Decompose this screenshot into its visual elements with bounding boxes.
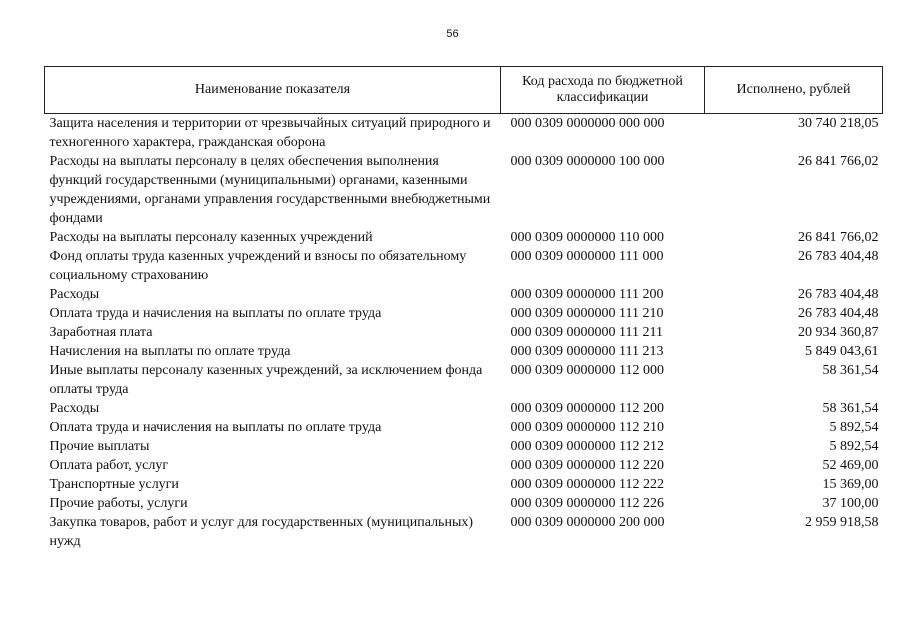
table-header-row [45, 67, 883, 114]
row-indicator-name: Расходы [49, 287, 100, 302]
table-row [45, 152, 883, 228]
row-expense-code: 000 0309 0000000 112 200 [510, 401, 664, 416]
row-expense-code: 000 0309 0000000 111 211 [510, 325, 663, 340]
row-executed-amount: 20 934 360,87 [798, 325, 879, 340]
row-executed-amount: 26 783 404,48 [798, 287, 879, 302]
row-executed-amount: 5 892,54 [829, 439, 879, 454]
table-row [45, 475, 883, 494]
row-expense-code: 000 0309 0000000 111 213 [510, 344, 664, 359]
table-row [45, 304, 883, 323]
row-expense-code: 000 0309 0000000 112 000 [510, 363, 664, 378]
row-executed-amount: 5 849 043,61 [805, 344, 879, 359]
row-indicator-name: Транспортные услуги [49, 477, 179, 492]
row-indicator-name: Расходы на выплаты персоналу казенных учреждений [49, 230, 373, 245]
table-row [45, 418, 883, 437]
row-executed-amount: 58 361,54 [822, 401, 879, 416]
table-row [45, 361, 883, 399]
row-expense-code: 000 0309 0000000 100 000 [510, 154, 665, 169]
row-indicator-name: Расходы [49, 401, 100, 416]
row-indicator-name: Прочие работы, услуги [49, 496, 188, 511]
row-executed-amount: 2 959 918,58 [805, 515, 879, 530]
budget-execution-table [44, 66, 883, 551]
row-executed-amount: 58 361,54 [822, 363, 879, 378]
table-row [45, 494, 883, 513]
table-row [45, 228, 883, 247]
row-expense-code: 000 0309 0000000 110 000 [510, 230, 664, 245]
table-row [45, 399, 883, 418]
row-executed-amount: 26 841 766,02 [798, 154, 879, 169]
header-indicator-name: Наименование показателя [45, 67, 501, 114]
table-row [45, 342, 883, 361]
table-row [45, 114, 883, 153]
row-indicator-name: Заработная плата [49, 325, 153, 340]
row-executed-amount: 30 740 218,05 [798, 116, 879, 131]
table-row [45, 285, 883, 304]
row-indicator-name: Начисления на выплаты по оплате труда [49, 344, 291, 359]
page-number: 56 [446, 28, 459, 40]
row-expense-code: 000 0309 0000000 112 226 [510, 496, 664, 511]
table-row [45, 323, 883, 342]
row-expense-code: 000 0309 0000000 000 000 [510, 116, 665, 131]
row-expense-code: 000 0309 0000000 112 222 [510, 477, 664, 492]
table-row [45, 513, 883, 551]
row-indicator-name: Оплата работ, услуг [49, 458, 169, 473]
row-indicator-name: Оплата труда и начисления на выплаты по оплате труда [49, 420, 382, 435]
row-indicator-name: Иные выплаты персоналу казенных учреждений, за исключением фонда оплаты труда [49, 363, 483, 397]
row-expense-code: 000 0309 0000000 112 210 [510, 420, 664, 435]
row-expense-code: 000 0309 0000000 111 200 [510, 287, 664, 302]
row-expense-code: 000 0309 0000000 112 220 [510, 458, 664, 473]
row-expense-code: 000 0309 0000000 112 212 [510, 439, 664, 454]
table-row [45, 247, 883, 285]
row-executed-amount: 26 783 404,48 [798, 249, 879, 264]
row-executed-amount: 52 469,00 [822, 458, 879, 473]
header-expense-code: Код расхода по бюджетной классификации [501, 67, 705, 114]
row-expense-code: 000 0309 0000000 200 000 [510, 515, 665, 530]
table-row [45, 456, 883, 475]
header-executed-amount: Исполнено, рублей [705, 67, 883, 114]
row-indicator-name: Прочие выплаты [49, 439, 150, 454]
row-executed-amount: 37 100,00 [822, 496, 879, 511]
row-indicator-name: Расходы на выплаты персоналу в целях обеспечения выполнения функций государственными (муниципальными) органами, казенными учреждениями, органами управления государственными внебюджетными фондами [49, 154, 491, 226]
row-expense-code: 000 0309 0000000 111 210 [510, 306, 664, 321]
row-indicator-name: Защита населения и территории от чрезвычайных ситуаций природного и техногенного характера, гражданская оборона [49, 116, 491, 150]
row-executed-amount: 26 841 766,02 [798, 230, 879, 245]
row-expense-code: 000 0309 0000000 111 000 [510, 249, 664, 264]
row-indicator-name: Закупка товаров, работ и услуг для государственных (муниципальных) нужд [49, 515, 474, 549]
row-executed-amount: 5 892,54 [829, 420, 879, 435]
table-row [45, 437, 883, 456]
row-indicator-name: Фонд оплаты труда казенных учреждений и взносы по обязательному социальному страхованию [49, 249, 467, 283]
row-executed-amount: 26 783 404,48 [798, 306, 879, 321]
row-indicator-name: Оплата труда и начисления на выплаты по оплате труда [49, 306, 382, 321]
row-executed-amount: 15 369,00 [822, 477, 879, 492]
table-body [45, 114, 883, 552]
